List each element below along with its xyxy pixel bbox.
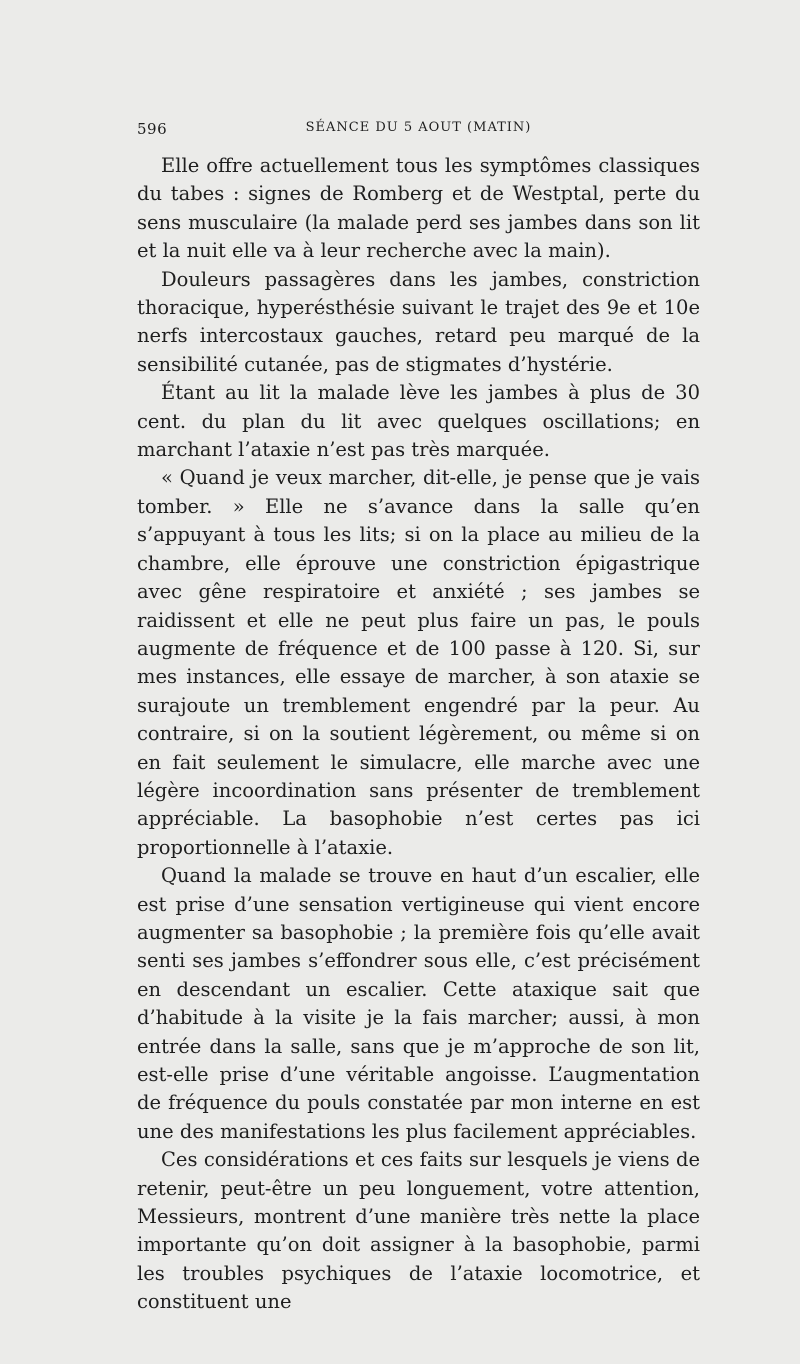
page-header <box>137 120 700 142</box>
body-text <box>137 152 700 1317</box>
paragraph: Douleurs passagères dans les jambes, constriction thoracique, hyperésthésie suivant le trajet des 9e et 10e nerfs intercostaux gauches, retard peu marqué de la sensibilité cutanée, pas de stigmates d’hystérie. <box>137 267 700 376</box>
page-number: 596 <box>137 120 168 138</box>
paragraph: Quand la malade se trouve en haut d’un escalier, elle est prise d’une sensation vertigineuse qui vient encore augmenter sa basophobie ; la première fois qu’elle avait senti ses jambes s’effondrer sous elle, c’est précisément en descendant un escalier. Cette ataxique sait que d’habitude à la visite je la fais marcher; aussi, à mon entrée dans la salle, sans que je m’approche de son lit, est-elle prise d’une véritable angoisse. L’augmentation de fréquence du pouls constatée par mon interne en est une des manifestations les plus facilement appréciables. <box>137 864 700 1143</box>
paragraph: « Quand je veux marcher, dit-elle, je pense que je vais tomber. » Elle ne s’avance dans la salle qu’en s’appuyant à tous les lits; si on la place au milieu de la chambre, elle éprouve une constriction épigastrique avec gêne respiratoire et anxiété ; ses jambes se raidissent et elle ne peut plus faire un pas, le pouls augmente de fréquence et de 100 passe à 120. Si, sur mes instances, elle essaye de marcher, à son ataxie se surajoute un tremblement engendré par la peur. Au contraire, si on la soutient légèrement, ou même si on en fait seulement le simulacre, elle marche avec une légère incoordination sans présenter de tremblement appréciable. La basophobie n’est certes pas ici proportionnelle à l’ataxie. <box>137 466 700 859</box>
paragraph: Elle offre actuellement tous les symptômes classiques du tabes : signes de Romberg et de Westptal, perte du sens musculaire (la malade perd ses jambes dans son lit et la nuit elle va à leur recherche avec la main). <box>137 154 700 263</box>
paragraph: Étant au lit la malade lève les jambes à plus de 30 cent. du plan du lit avec quelques oscillations; en marchant l’ataxie n’est pas très marquée. <box>137 381 700 462</box>
running-head: SÉANCE DU 5 AOUT (MATIN) <box>305 120 532 135</box>
paragraph: Ces considérations et ces faits sur lesquels je viens de retenir, peut-être un peu longuement, votre attention, Messieurs, montrent d’une manière très nette la place importante qu’on doit assigner à la basophobie, parmi les troubles psychiques de l’ataxie locomotrice, et constituent une <box>137 1148 700 1314</box>
